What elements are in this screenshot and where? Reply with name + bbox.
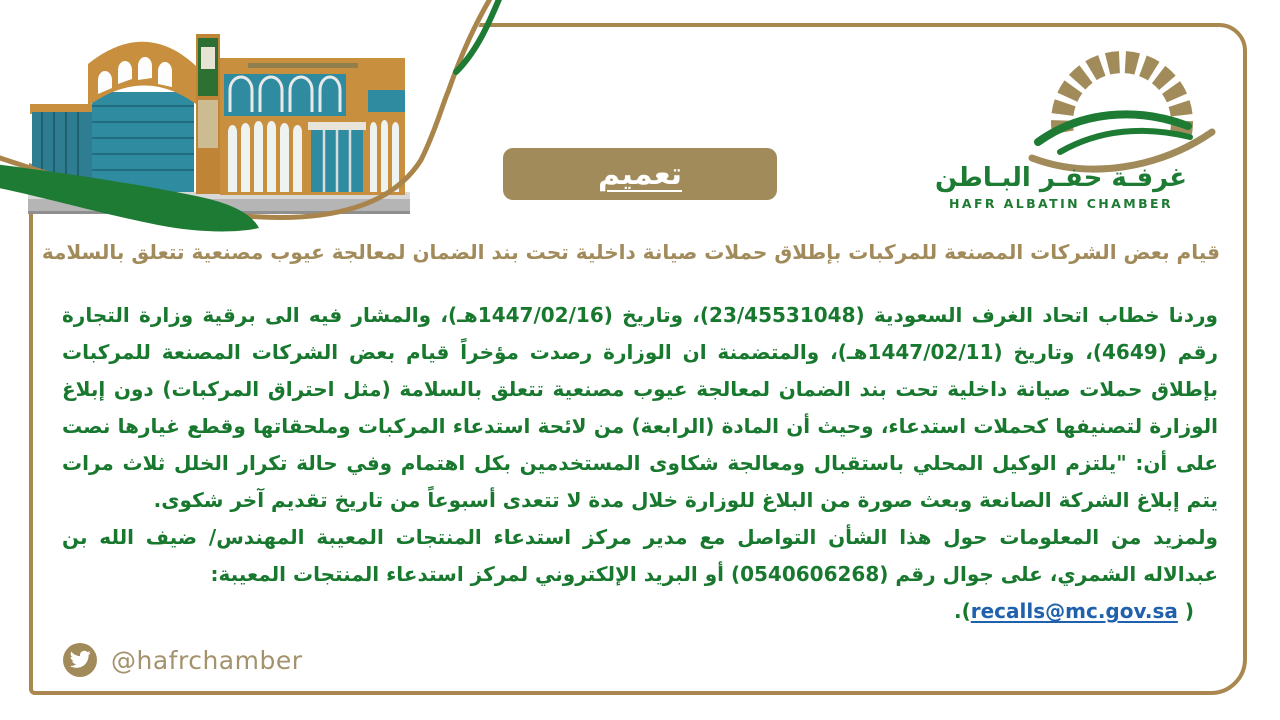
twitter-icon [62,642,98,678]
email-link[interactable]: recalls@mc.gov.sa [970,599,1178,623]
body-paragraph-2: ولمزيد من المعلومات حول هذا الشأن التواصل مع مدير مركز استدعاء المنتجات المعيبة المهندس/ ضيف الله بن عبدالاله الشمري، على جوال رقم (0540606268) أو البريد الإلكتروني لمركز استدعاء المنتجات المعيبة: [62,525,1218,586]
twitter-handle: @hafrchamber [111,645,303,675]
circular-banner-label: تعميم [597,156,683,192]
circular-banner [503,148,777,200]
logo-name-arabic: غرفـة حفـر البـاطن [934,163,1188,193]
circular-body [62,297,1218,630]
email-open-paren: .( [953,599,971,623]
body-paragraph-1: وردنا خطاب اتحاد الغرف السعودية (23/45531048)، وتاريخ (1447/02/16هـ)، والمشار فيه الى برقية وزارة التجارة رقم (4649)، وتاريخ (1447/02/11هـ)، والمتضمنة ان الوزارة رصدت مؤخراً قيام بعض الشركات المصنعة للمركبات بإطلاق حملات صيانة داخلية تحت بند الضمان لمعالجة عيوب مصنعية تتعلق بالسلامة (مثل احتراق المركبات) دون إبلاغ الوزارة لتصنيفها كحملات استدعاء، وحيث أن المادة (الرابعة) من لائحة استدعاء المركبات وملحقاتها وقطع غيارها نصت على أن: "يلتزم الوكيل المحلي باستقبال ومعالجة شكاوى المستخدمين بكل اهتمام وفي حالة تكرار الخلل ثلاث مرات يتم إبلاغ الشركة الصانعة وبعث صورة من البلاغ للوزارة خلال مدة لا تتعدى أسبوعاً من تاريخ تقديم آخر شكوى. [62,303,1218,512]
email-line [62,593,1218,630]
chamber-logo [920,34,1250,224]
email-close-paren: ) [1177,599,1194,623]
logo-name-english: HAFR ALBATIN CHAMBER [949,196,1173,211]
chamber-building-photo [0,0,540,245]
circular-subject: قيام بعض الشركات المصنعة للمركبات بإطلاق حملات صيانة داخلية تحت بند الضمان لمعالجة عيوب مصنعية تتعلق بالسلامة [41,240,1220,264]
twitter-handle-row [62,642,303,678]
